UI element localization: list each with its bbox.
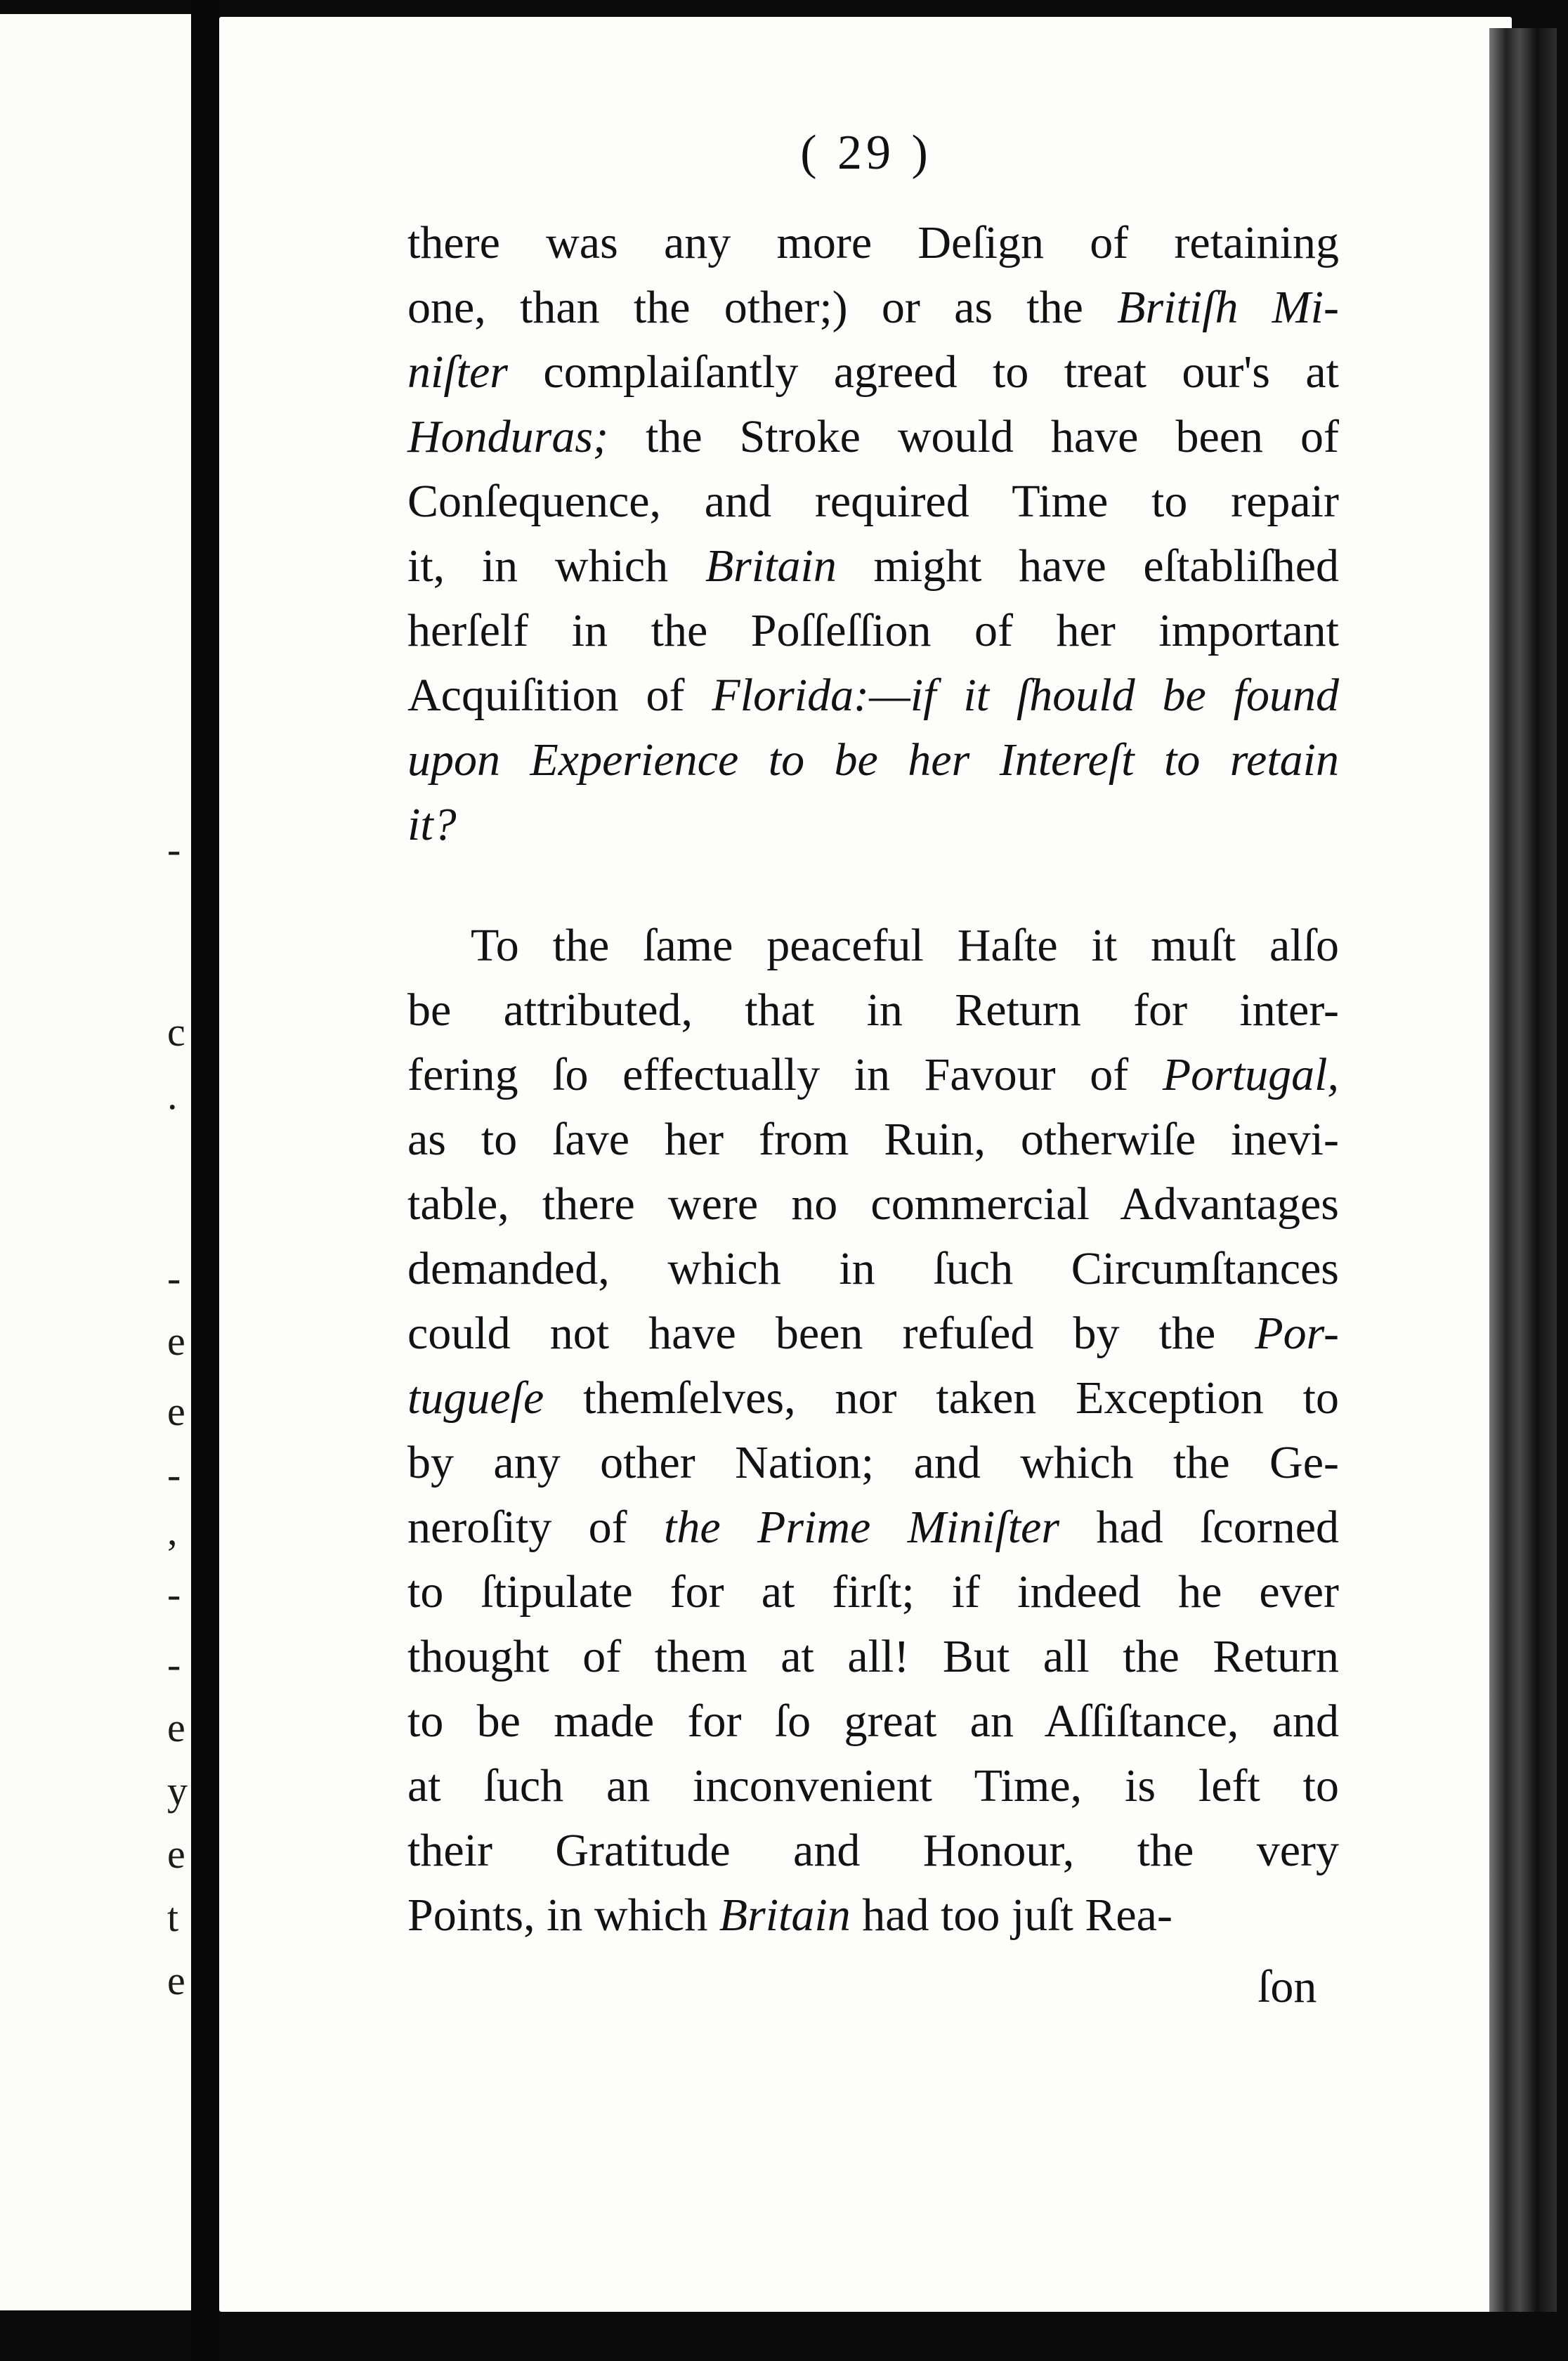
italic-run: tugueſe xyxy=(407,1372,544,1424)
text-run: the Stroke would have been of xyxy=(608,411,1339,462)
text-line xyxy=(407,469,1339,534)
italic-run: Britiſh Mi- xyxy=(1117,282,1339,333)
facing-page-char: c xyxy=(167,1009,185,1055)
italic-run: Por- xyxy=(1255,1308,1339,1359)
text-line xyxy=(407,1431,1339,1495)
text-line xyxy=(407,1043,1339,1107)
facing-page-char: e xyxy=(167,1958,185,2003)
text-line xyxy=(407,599,1339,663)
text-line xyxy=(407,211,1339,275)
text-run: might have eſtabliſhed xyxy=(836,540,1339,592)
facing-page-char: - xyxy=(167,1641,181,1687)
facing-page-char: e xyxy=(167,1318,185,1364)
text-line xyxy=(407,1495,1339,1560)
text-line xyxy=(407,728,1339,793)
text-line xyxy=(407,534,1339,599)
paragraph-1 xyxy=(407,211,1339,857)
text-run: to be made for ſo great an Aſſiſtance, and xyxy=(407,1696,1339,1747)
text-line xyxy=(407,275,1339,340)
text-line xyxy=(407,1107,1339,1172)
italic-run: Britain xyxy=(719,1890,851,1941)
text-run: one, than the other;) or as the xyxy=(407,282,1118,333)
facing-page-char: - xyxy=(167,1452,181,1497)
text-run: there was any more Deſign of retaining xyxy=(407,217,1339,268)
text-run: themſelves, nor taken Exception to xyxy=(544,1372,1339,1424)
text-run: To the ſame peaceful Haſte it muſt alſo xyxy=(471,920,1339,971)
facing-page-char: - xyxy=(167,1255,181,1301)
text-run: be attributed, that in Return for inter- xyxy=(407,984,1339,1036)
italic-run: upon Experience to be her Intereſt to retain xyxy=(407,734,1339,786)
text-run: by any other Nation; and which the Ge- xyxy=(407,1437,1339,1488)
text-line xyxy=(407,1754,1339,1819)
text-line xyxy=(407,1172,1339,1237)
text-run: had too juſt Rea- xyxy=(850,1890,1172,1941)
text-run: Points, in which xyxy=(407,1890,719,1941)
text-line xyxy=(407,1689,1339,1754)
text-run: thought of them at all! But all the Return xyxy=(407,1631,1339,1682)
page-number-header: ( 29 ) xyxy=(800,126,932,180)
text-line xyxy=(407,1625,1339,1689)
text-run: as to ſave her from Ruin, otherwiſe inevi- xyxy=(407,1114,1339,1165)
facing-page-char: , xyxy=(167,1508,178,1554)
text-run: to ſtipulate for at firſt; if indeed he ever xyxy=(407,1566,1339,1618)
italic-run: Florida:—if it ſhould be found xyxy=(712,670,1339,721)
book-gutter xyxy=(191,0,219,2361)
text-run: complaiſantly agreed to treat our's at xyxy=(508,346,1339,398)
text-run: it, in which xyxy=(407,540,705,592)
text-run: neroſity of xyxy=(407,1502,665,1553)
text-run: had ſcorned xyxy=(1059,1502,1339,1553)
facing-page-char: t xyxy=(167,1894,179,1940)
italic-run: Honduras; xyxy=(407,411,609,462)
text-run: at ſuch an inconvenient Time, is left to xyxy=(407,1760,1339,1812)
italic-run: it? xyxy=(407,799,457,850)
text-line xyxy=(407,913,1339,978)
text-run: table, there were no commercial Advantages xyxy=(407,1178,1339,1230)
facing-page-char: - xyxy=(167,1571,181,1617)
text-run: Conſequence, and required Time to repair xyxy=(407,476,1339,527)
text-line xyxy=(407,978,1339,1043)
page-stack-edge xyxy=(1489,28,1557,2312)
paragraph-2 xyxy=(407,913,1339,1948)
facing-page-char: e xyxy=(167,1705,185,1750)
italic-run: the Prime Miniſter xyxy=(664,1502,1060,1553)
text-line xyxy=(407,1366,1339,1431)
text-run: demanded, which in ſuch Circumſtances xyxy=(407,1243,1339,1294)
text-run: Acquiſition of xyxy=(407,670,712,721)
facing-page-char: - xyxy=(167,826,181,872)
facing-page-char: e xyxy=(167,1388,185,1434)
italic-run: Britain xyxy=(705,540,837,592)
text-line xyxy=(407,1883,1339,1948)
text-line xyxy=(407,405,1339,469)
text-line xyxy=(407,1237,1339,1301)
text-line xyxy=(407,1301,1339,1366)
facing-page-char: y xyxy=(167,1768,188,1814)
facing-page-char: e xyxy=(167,1831,185,1877)
text-run: their Gratitude and Honour, the very xyxy=(407,1825,1339,1876)
catchword: ſon xyxy=(1257,1961,1317,2012)
facing-page-edge xyxy=(0,14,191,2310)
facing-page-char: . xyxy=(167,1072,178,1118)
text-run: herſelf in the Poſſeſſion of her important xyxy=(407,605,1339,656)
text-run: could not have been refuſed by the xyxy=(407,1308,1255,1359)
italic-run: niſter xyxy=(407,346,508,398)
text-line xyxy=(407,793,1339,857)
text-run: fering ſo effectually in Favour of xyxy=(407,1049,1163,1100)
text-line xyxy=(407,1560,1339,1625)
italic-run: Portugal, xyxy=(1162,1049,1339,1100)
text-line xyxy=(407,1819,1339,1883)
text-line xyxy=(407,340,1339,405)
text-line xyxy=(407,663,1339,728)
